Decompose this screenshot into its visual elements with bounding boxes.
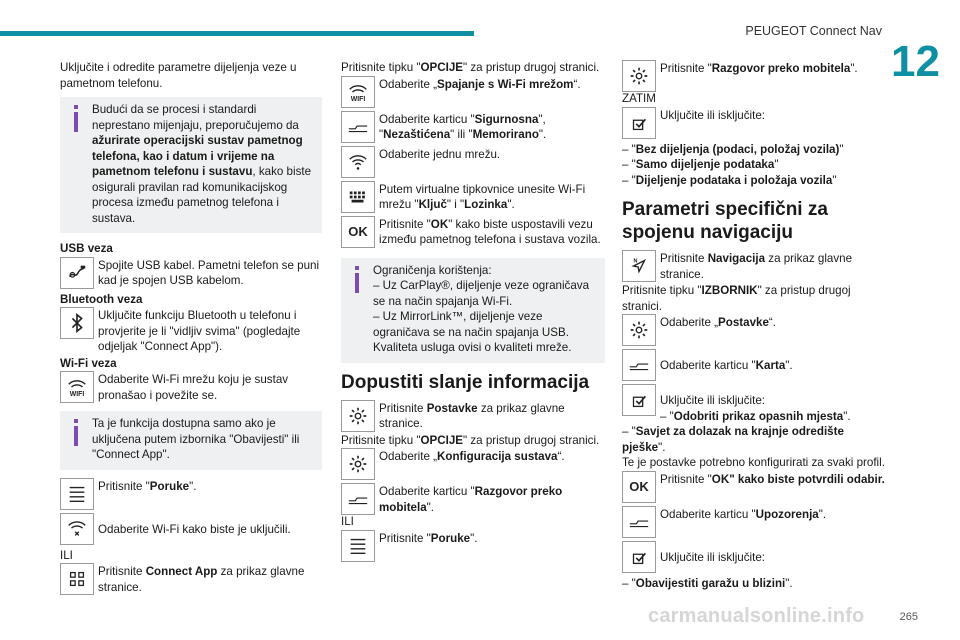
svg-text:WIFI: WIFI (69, 391, 85, 398)
svg-text:WIFI: WIFI (350, 95, 366, 103)
section-heading-data-sharing: Dopustiti slanje informacija (341, 371, 590, 393)
info-box-availability: Ta je funkcija dostupna samo ako je uključena putem izbornika "Obavijesti" ili "Connect App". (60, 411, 322, 470)
step-messages: Pritisnite "Poruke". (60, 478, 322, 512)
or-label: ILI (341, 515, 354, 528)
checkbox-icon (622, 541, 656, 573)
step-alerts-tab: Odaberite karticu "Upozorenja". (622, 506, 890, 540)
column-2 (341, 60, 605, 565)
page-header-title: PEUGEOT Connect Nav (745, 24, 882, 38)
or-label: ILI (60, 548, 73, 562)
column-3 (622, 60, 890, 591)
step-ok-connect: OK Pritisnite "OK" kako biste uspostavili vezu između pametnog telefona i sustava vozila. (341, 216, 605, 250)
settings-gear-icon (622, 314, 656, 346)
step-wifi-select: WIFI Odaberite Wi-Fi mrežu koju je sustav pronašao i povežite se. (60, 371, 322, 405)
step-ok-confirm: OK Pritisnite "OK" kako biste potvrdili odabir. (622, 471, 890, 505)
step-bluetooth: Uključite funkciju Bluetooth u telefonu i provjerite je li "vidljiv svima" (pogledajte odjeljak "Connect App"). (60, 307, 322, 355)
intro-text: Uključite i odredite parametre dijeljenja veze u pametnom telefonu. (60, 61, 297, 90)
options-instruction-2: Pritisnite tipku "OPCIJE" za pristup drugoj stranici. (341, 433, 600, 447)
info-box-update: Budući da se procesi i standardi neprestano mijenjaju, preporučujemo da ažurirate operacijski sustav pametnog telefona, kao i datum i vrijeme na pametnom telefonu i sustavu, kako biste osigurali pravilan rad komunikacijskog procesa između pametnog telefona i sustava. (60, 97, 322, 233)
info-icon (70, 105, 82, 135)
option-walking-advice: – "Savjet za dolazak na krajnje odredište pješke". (622, 425, 844, 454)
step-connect-app: Pritisnite Connect App za prikaz glavne stranice. (60, 563, 322, 597)
watermark: carmanualsonline.info (648, 605, 865, 627)
step-security-tab: Odaberite karticu "Sigurnosna", "Nezaštićena" ili "Memorirano". (341, 111, 605, 145)
step-select-network: Odaberite jednu mrežu. (341, 146, 605, 180)
option-data-only: – "Samo dijeljenje podataka" (622, 158, 779, 171)
header-accent-bar (0, 31, 474, 36)
chapter-number: 12 (891, 37, 940, 86)
messages-icon (60, 478, 94, 510)
wifi-icon (341, 76, 375, 108)
tab-icon (622, 349, 656, 381)
bluetooth-label: Bluetooth veza (60, 292, 143, 306)
option-notify-garage: – "Obavijestiti garažu u blizini". (622, 576, 793, 590)
step-messages-2: Pritisnite "Poruke". (341, 530, 605, 564)
usb-cable-icon (60, 257, 94, 289)
step-system-config: Odaberite „Konfiguracija sustava“. (341, 448, 605, 482)
svg-text:N: N (633, 258, 638, 265)
bluetooth-icon (60, 307, 94, 339)
tab-icon (341, 111, 375, 143)
settings-gear-icon (341, 400, 375, 432)
step-keyboard: Putem virtualne tipkovnice unesite Wi-Fi mrežu "Ključ" i "Lozinka". (341, 181, 605, 215)
option-data-and-position: – "Dijeljenje podataka i položaja vozila" (622, 173, 837, 187)
step-mobile-call: Pritisnite "Razgovor preko mobitela". (622, 60, 890, 94)
settings-gear-icon (341, 448, 375, 480)
wifi-label: Wi-Fi veza (60, 356, 117, 370)
then-label: ZATIM (622, 92, 656, 105)
step-toggle-3: Uključite ili isključite: (622, 541, 890, 575)
step-wifi-on: Odaberite Wi-Fi kako biste je uključili. (60, 513, 322, 547)
info-icon (70, 419, 82, 449)
connect-app-icon (60, 563, 94, 595)
wifi-toggle-icon (60, 513, 94, 545)
wifi-icon (60, 371, 94, 403)
ok-button-icon: OK (622, 471, 656, 503)
option-no-sharing: – "Bez dijeljenja (podaci, položaj vozila)" (622, 142, 844, 156)
checkbox-icon (622, 384, 656, 416)
step-settings: Pritisnite Postavke za prikaz glavne stranice. (341, 400, 605, 434)
step-toggle-2: Uključite ili isključite: – "Odobriti prikaz opasnih mjesta". (622, 384, 890, 424)
options-instruction: Pritisnite tipku "OPCIJE" za pristup drugoj stranici. (341, 61, 600, 74)
step-wifi-connect: WIFI Odaberite „Spajanje s Wi-Fi mrežom“. (341, 76, 605, 110)
info-box-limitations: Ograničenja korištenja: – Uz CarPlay®, dijeljenje veze ograničava se na način spajanja Wi-Fi. – Uz MirrorLink™, dijeljenje veze ograničava se na način spajanja USB. Kvaliteta usluga ovisi o kvaliteti mreže. (341, 258, 605, 363)
step-map-tab: Odaberite karticu "Karta". (622, 349, 890, 383)
info-icon (351, 266, 363, 296)
page-number: 265 (899, 611, 918, 623)
ok-button-icon: OK (341, 216, 375, 248)
tab-icon (341, 483, 375, 515)
profile-note: Te je postavke potrebno konfigurirati za svaki profil. (622, 456, 885, 469)
step-navigation: N Pritisnite Navigacija za prikaz glavne stranice. (622, 250, 890, 284)
column-1 (60, 60, 322, 598)
step-toggle-1: Uključite ili isključite: (622, 107, 890, 141)
navigation-icon (622, 250, 656, 282)
step-phone-tab: Odaberite karticu "Razgovor preko mobitela". (341, 483, 605, 517)
settings-gear-icon (622, 60, 656, 92)
step-nav-settings: Odaberite „Postavke“. (622, 314, 890, 348)
step-usb: Spojite USB kabel. Pametni telefon se puni kad je spojen USB kabelom. (60, 257, 322, 291)
checkbox-icon (622, 107, 656, 139)
tab-icon (622, 506, 656, 538)
keyboard-icon (341, 181, 375, 213)
wifi-network-icon (341, 146, 375, 178)
section-heading-navigation: Parametri specifični za spojenu navigaciju (622, 199, 828, 243)
usb-label: USB veza (60, 242, 113, 255)
messages-icon (341, 530, 375, 562)
menu-instruction: Pritisnite tipku "IZBORNIK" za pristup drugoj stranici. (622, 284, 851, 313)
